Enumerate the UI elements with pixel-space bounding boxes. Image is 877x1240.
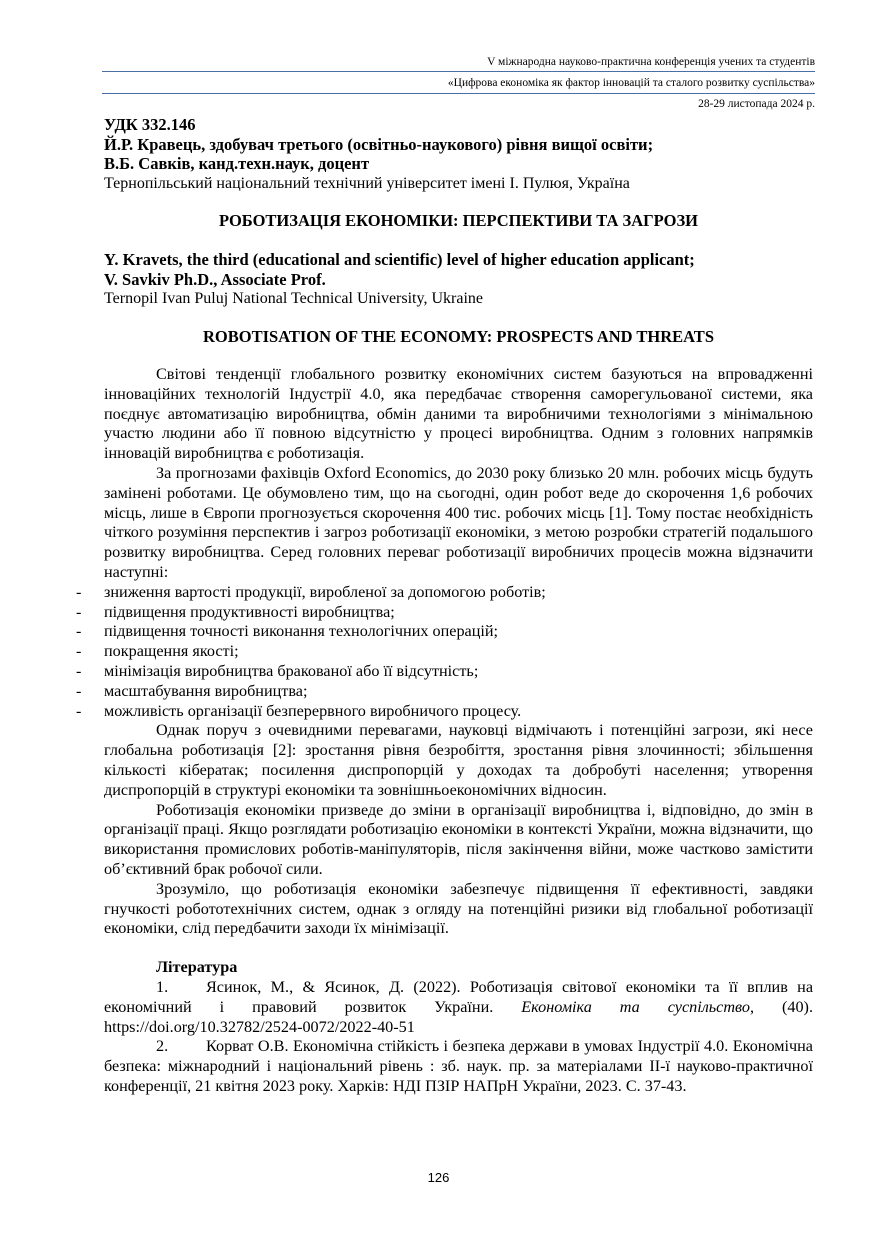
list-item (76, 642, 813, 662)
list-item-text: підвищення продуктивності виробництва; (104, 602, 395, 621)
list-item-text: зниження вартості продукції, виробленої за допомогою роботів; (104, 582, 546, 601)
list-item-text: можливість організації безперервного виробничого процесу. (104, 701, 522, 720)
header-conference-line: V міжнародна науково-практична конференція учених та студентів (487, 56, 815, 68)
reference-1 (104, 978, 813, 1037)
list-item (76, 661, 813, 682)
reference-2-text: Корват О.В. Економічна стійкість і безпека держави в умовах Індустрії 4.0. Економічна безпека: міжнародний і національний рівень : зб. наук. пр. за матеріалами ІІ-ї науково-практичної конференції, 21 квітня 2023 року. Харків: НДІ ПЗІР НАПрН України, 2023. С. 37-43. (104, 1037, 813, 1095)
list-item (76, 681, 813, 702)
en-author-block (104, 250, 813, 309)
author-ua-2: В.Б. Савків, канд.техн.наук, доцент (104, 154, 370, 173)
paragraph-3: Однак поруч з очевидними перевагами, науковці відмічають і потенційні загрози, які несе глобальна роботизація [2]: зростання рівня безробіття, зростання рівня злочинності; збільшення кількості кібератак; посилення диспропорцій у доходах та добробуті населення; утворення диспропорцій в структурі економіки та зовнішньоекономічних відносин. (104, 721, 813, 799)
udk-code: УДК 332.146 (104, 115, 196, 134)
ua-author-block (104, 115, 813, 193)
list-dash: - (76, 681, 82, 700)
paragraph-2: За прогнозами фахівців Oxford Economics, до 2030 року близько 20 млн. робочих місць будуть замінені роботами. Це обумовлено тим, що на сьогодні, один робот веде до скорочення 1,6 робочих місць, лише в Європи прогнозується скорочення 400 тис. робочих місць [1]. Тому постає необхідність чіткого розуміння перспектив і загроз роботизації економіки, з метою розробки стратегій подальшого розвитку виробництва. Серед головних переваг роботизації виробничих процесів можна відзначити наступні: (104, 463, 813, 581)
advantages-list (76, 582, 813, 722)
list-dash: - (76, 602, 82, 621)
header-conference-title: «Цифрова економіка як фактор інновацій та сталого розвитку суспільства» (447, 77, 815, 89)
paragraph-5: Зрозуміло, що роботизація економіки забезпечує підвищення її ефективності, завдяки гнучкості робототехнічних систем, однак з огляду на потенційні ризики від глобальної роботизації економіки, слід передбачити заходи їх мінімізації. (104, 879, 813, 938)
title-en: ROBOTISATION OF THE ECONOMY: PROSPECTS AND THREATS (203, 327, 714, 346)
author-ua-1: Й.Р. Кравець, здобувач третього (освітньо-наукового) рівня вищої освіти; (104, 134, 654, 154)
affiliation-ua: Тернопільський національний технічний університет імені І. Пулюя, Україна (104, 174, 630, 192)
list-item (76, 622, 813, 642)
list-dash: - (76, 661, 82, 680)
list-dash: - (76, 582, 82, 601)
header-conference-date: 28-29 листопада 2024 р. (698, 98, 815, 110)
reference-1-rest: , (40). https://doi.org/10.32782/2524-0072/2022-40-51 (104, 997, 813, 1036)
author-en-1: Y. Kravets, the third (educational and scientific) level of higher education applicant; (104, 250, 695, 269)
paragraph-1: Світові тенденції глобального розвитку економічних систем базуються на впровадженні інноваційних технологій Індустрії 4.0, яка передбачає створення саморегульованої системи, яка поєднує автоматизацію виробництва, обмін даними та виробничими технологіями з мінімальною участю людини або її повною відсутністю у процесі виробництва. Одним з головних напрямків інновацій виробництва є роботизація. (104, 365, 813, 463)
list-item-text: покращення якості; (104, 642, 239, 661)
list-dash: - (76, 622, 82, 641)
author-en-2: V. Savkiv Ph.D., Associate Prof. (104, 269, 326, 289)
reference-1-journal: Економіка та суспільство (521, 997, 750, 1016)
list-item-text: мінімізація виробництва бракованої або її відсутність; (104, 661, 479, 680)
title-ua: РОБОТИЗАЦІЯ ЕКОНОМІКИ: ПЕРСПЕКТИВИ ТА ЗАГРОЗИ (218, 211, 699, 230)
list-item (76, 602, 813, 623)
list-item (76, 701, 813, 722)
header-rule-bottom (102, 93, 815, 94)
list-item-text: масштабування виробництва; (104, 681, 308, 700)
article-body (76, 365, 813, 1097)
reference-number: 1. (156, 977, 169, 996)
header-rule-top (102, 71, 815, 72)
affiliation-en: Ternopil Ivan Puluj National Technical University, Ukraine (104, 290, 483, 307)
list-dash: - (76, 642, 82, 661)
reference-2 (104, 1037, 813, 1096)
page-number: 126 (427, 1170, 450, 1185)
list-item (76, 582, 813, 603)
references-heading: Література (156, 958, 238, 977)
paragraph-4: Роботизація економіки призведе до зміни в організації виробництва і, відповідно, до змін в організації праці. Якщо розглядати роботизацію економіки в контексті України, можна відзначити, що використання промислових роботів-маніпуляторів, після закінчення війни, може частково замістити об’єктивний брак робочої сили. (104, 800, 813, 878)
reference-number: 2. (156, 1037, 169, 1056)
reference-1-text: Ясинок, М., & Ясинок, Д. (2022). Роботизація світової економіки та її вплив на економічний і правовий розвиток України. (104, 977, 813, 1016)
list-dash: - (76, 701, 82, 720)
list-item-text: підвищення точності виконання технологічних операцій; (104, 622, 499, 641)
